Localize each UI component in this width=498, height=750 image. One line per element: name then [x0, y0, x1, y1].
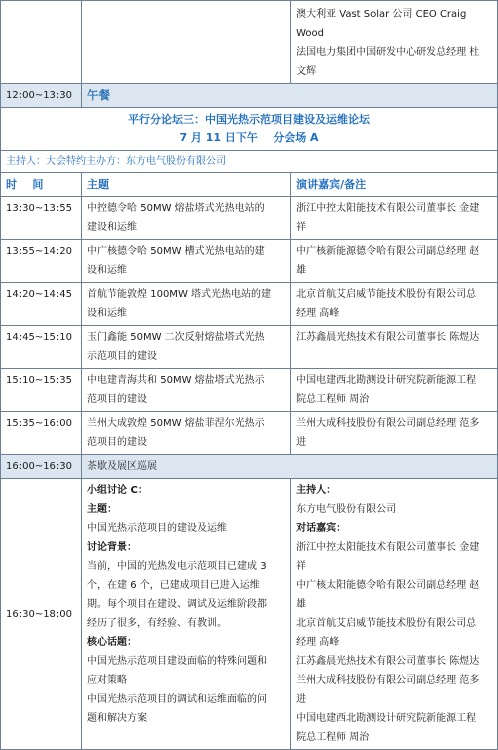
discussion-line: 经历了很多，有经验、有教训。	[87, 618, 228, 629]
speaker-line: 雄	[296, 265, 307, 276]
forum-title: 平行分论坛三：中国光热示范项目建设及运维论坛	[128, 113, 370, 126]
row-topic	[82, 369, 291, 412]
row-topic	[82, 412, 291, 455]
topic-line: 首航节能敦煌 100MW 塔式光热电站的建	[87, 289, 272, 300]
discussion-line: 浙江中控太阳能技术有限公司董事长 金建	[296, 542, 480, 553]
row-topic	[82, 240, 291, 283]
group-topic	[82, 479, 291, 750]
row-speaker	[291, 197, 498, 240]
speaker-line: 祥	[296, 222, 307, 233]
discussion-line: 应对策略	[87, 675, 128, 686]
topic-line: 范项目的建设	[87, 394, 148, 405]
speaker-line: 经理 高峰	[296, 308, 340, 319]
speaker-line: 浙江中控太阳能技术有限公司董事长 金建	[296, 203, 480, 214]
time-cell	[1, 1, 82, 84]
discussion-line: 当前，中国的光热发电示范项目已建成 3	[87, 561, 267, 572]
speaker-line: 文辉	[296, 66, 317, 77]
discussion-line: 进	[296, 694, 307, 705]
discussion-line: 中国电建西北勘测设计研究院新能源工程	[296, 713, 477, 724]
table-row	[1, 240, 498, 283]
group-time: 16:30~18:00	[1, 479, 82, 750]
speaker-line: 中广核新能源德令哈有限公司副总经理 赵	[296, 246, 480, 257]
table-row	[1, 369, 498, 412]
table-row	[1, 283, 498, 326]
lunch-time: 12:00~13:30	[1, 84, 82, 108]
discussion-line: 雄	[296, 599, 307, 610]
discussion-line: 中国光热示范项目建设面临的特殊问题和	[87, 656, 268, 667]
row-time: 15:10~15:35	[1, 369, 82, 412]
forum-host-row	[1, 151, 498, 173]
discussion-line: 祥	[296, 561, 307, 572]
speaker-line: 江苏鑫晨光热技术有限公司董事长 陈煜达	[296, 332, 480, 343]
speaker-cell	[291, 1, 498, 84]
discussion-line: 中国光热示范项目的调试和运维面临的问	[87, 694, 268, 705]
table-row	[1, 197, 498, 240]
discussion-line: 兰州大成科技股份有限公司副总经理 范多	[296, 675, 480, 686]
topic-line: 设和运维	[87, 265, 128, 276]
section-heading: 主题：	[87, 504, 118, 515]
discussion-line: 院总工程师 周治	[296, 732, 370, 743]
row-speaker	[291, 412, 498, 455]
discussion-line: 个，在建 6 个，已建成项目已进入运维	[87, 580, 260, 591]
topic-line: 建设和运维	[87, 222, 138, 233]
row-time: 14:20~14:45	[1, 283, 82, 326]
header-time: 时 间	[1, 173, 82, 197]
group-speakers	[291, 479, 498, 750]
row-time: 14:45~15:10	[1, 326, 82, 369]
topic-line: 中电建青海共和 50MW 熔盐塔式光热示	[87, 375, 265, 386]
row-speaker	[291, 240, 498, 283]
section-heading: 讨论背景：	[87, 542, 138, 553]
speaker-line: 院总工程师 周治	[296, 394, 370, 405]
table-header-row	[1, 173, 498, 197]
topic-line: 玉门鑫能 50MW 二次反射熔盐塔式光热	[87, 332, 265, 343]
row-speaker	[291, 283, 498, 326]
topic-line: 中控德令哈 50MW 熔盐塔式光热电站的	[87, 203, 265, 214]
speaker-line: 北京首航艾启威节能技术股份有限公司总	[296, 289, 477, 300]
discussion-line: 期。每个项目在建设、调试及运维阶段都	[87, 599, 268, 610]
tea-label: 茶歇及展区巡展	[82, 455, 498, 479]
section-heading: 对话嘉宾：	[296, 523, 347, 534]
section-heading: 主持人：	[296, 485, 337, 496]
table-row	[1, 412, 498, 455]
speaker-line: 中国电建西北勘测设计研究院新能源工程	[296, 375, 477, 386]
forum-date: 7 月 11 日下午 分会场 A	[179, 131, 319, 144]
table-row	[1, 326, 498, 369]
tea-time: 16:00~16:30	[1, 455, 82, 479]
row-topic	[82, 326, 291, 369]
discussion-line: 北京首航艾启威节能技术股份有限公司总	[296, 618, 477, 629]
topic-line: 中广核德令哈 50MW 槽式光热电站的建	[87, 246, 265, 257]
speaker-line: 法国电力集团中国研发中心研发总经理 杜	[296, 47, 480, 58]
discussion-line: 经理 高峰	[296, 637, 340, 648]
speaker-line: 澳大利亚 Vast Solar 公司 CEO Craig	[296, 9, 467, 20]
tea-break-row	[1, 455, 498, 479]
discussion-line: 江苏鑫晨光热技术有限公司董事长 陈煜达	[296, 656, 480, 667]
discussion-line: 中国光热示范项目的建设及运维	[87, 523, 228, 534]
header-speaker: 演讲嘉宾/备注	[291, 173, 498, 197]
discussion-line: 题和解决方案	[87, 713, 148, 724]
topic-line: 兰州大成敦煌 50MW 熔盐菲涅尔光热示	[87, 418, 265, 429]
group-discussion-row	[1, 479, 498, 750]
row-speaker	[291, 369, 498, 412]
topic-line: 设和运维	[87, 308, 128, 319]
row-time: 15:35~16:00	[1, 412, 82, 455]
speaker-line: Wood	[296, 28, 324, 39]
section-heading: 小组讨论 C：	[87, 485, 148, 496]
row-time: 13:30~13:55	[1, 197, 82, 240]
topic-cell	[82, 1, 291, 84]
lunch-row	[1, 84, 498, 108]
speaker-line: 进	[296, 437, 307, 448]
lunch-label: 午餐	[82, 84, 498, 108]
topic-line: 范项目的建设	[87, 437, 148, 448]
discussion-line: 东方电气股份有限公司	[296, 504, 397, 515]
header-topic: 主题	[82, 173, 291, 197]
forum-host: 主持人：大会特约主办方：东方电气股份有限公司	[1, 151, 498, 173]
forum-title-row	[1, 108, 498, 151]
speaker-line: 兰州大成科技股份有限公司副总经理 范多	[296, 418, 480, 429]
topic-line: 示范项目的建设	[87, 351, 158, 362]
forum-title-cell	[1, 108, 498, 151]
row-topic	[82, 197, 291, 240]
row-time: 13:55~14:20	[1, 240, 82, 283]
discussion-line: 中广核太阳能德令哈有限公司副总经理 赵	[296, 580, 480, 591]
row-topic	[82, 283, 291, 326]
continued-row	[1, 1, 498, 84]
section-heading: 核心话题：	[87, 637, 138, 648]
row-speaker	[291, 326, 498, 369]
